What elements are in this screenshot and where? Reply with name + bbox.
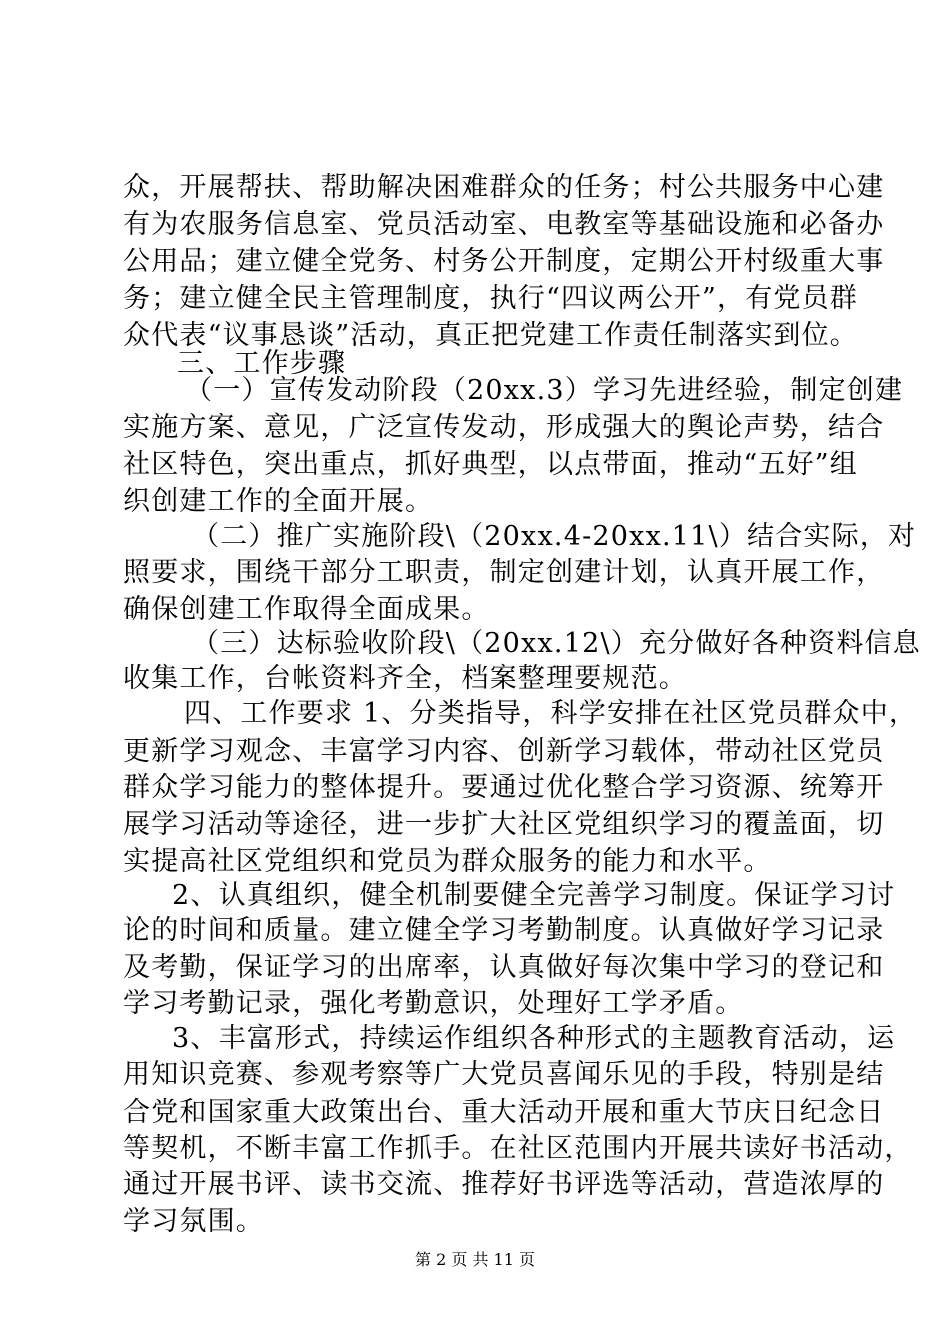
body-line-21: 2、认真组织，健全机制要健全完善学习制度。保证学习讨 <box>172 880 896 911</box>
body-line-18: 群众学习能力的整体提升。要通过优化整合学习资源、统筹开 <box>123 772 885 803</box>
body-line-24: 学习考勤记录，强化考勤意识，处理好工学矛盾。 <box>123 988 744 1019</box>
body-line-30: 学习氛围。 <box>123 1206 264 1237</box>
body-line-23: 及考勤，保证学习的出席率，认真做好每次集中学习的登记和 <box>123 952 885 983</box>
body-line-26: 用知识竞赛、参观考察等广大党员喜闻乐见的手段，特别是结 <box>123 1059 885 1090</box>
body-line-7: （一）宣传发动阶段（20xx.3）学习先进经验，制定创建 <box>185 375 904 406</box>
body-line-20: 实提高社区党组织和党员为群众服务的能力和水平。 <box>123 846 772 877</box>
body-line-9: 社区特色，突出重点，抓好典型，以点带面，推动“五好”组 <box>123 449 859 480</box>
section-heading-requirements: 四、工作要求 1、分类指导，科学安排在社区党员群众中， <box>184 698 918 729</box>
body-line-22: 论的时间和质量。建立健全学习考勤制度。认真做好学习记录 <box>123 915 885 946</box>
body-line-3: 公用品；建立健全党务、村务公开制度，定期公开村级重大事 <box>123 246 885 277</box>
page-footer: 第 2 页 共 11 页 <box>415 1250 535 1269</box>
body-line-17: 更新学习观念、丰富学习内容、创新学习载体，带动社区党员 <box>123 736 885 767</box>
body-line-14: （三）达标验收阶段\（20xx.12\）充分做好各种资料信息 <box>192 628 921 659</box>
body-line-27: 合党和国家重大政策出台、重大活动开展和重大节庆日纪念日 <box>123 1097 885 1128</box>
body-line-4: 务；建立健全民主管理制度，执行“四议两公开”，有党员群 <box>123 283 859 314</box>
body-line-15: 收集工作，台帐资料齐全，档案整理要规范。 <box>123 663 687 694</box>
body-line-28: 等契机，不断丰富工作抓手。在社区范围内开展共读好书活动， <box>123 1133 913 1164</box>
section-heading-steps: 三、工作步骤 <box>177 348 347 379</box>
body-line-25: 3、丰富形式，持续运作组织各种形式的主题教育活动，运 <box>172 1023 896 1054</box>
body-line-1: 众，开展帮扶、帮助解决困难群众的任务；村公共服务中心建 <box>123 172 885 203</box>
body-line-5: 众代表“议事恳谈”活动，真正把党建工作责任制落实到位。 <box>123 320 859 351</box>
body-line-2: 有为农服务信息室、党员活动室、电教室等基础设施和必备办 <box>123 209 885 240</box>
body-line-8: 实施方案、意见，广泛宣传发动，形成强大的舆论声势，结合 <box>123 412 885 443</box>
body-line-10: 织创建工作的全面开展。 <box>123 486 434 517</box>
body-line-29: 通过开展书评、读书交流、推荐好书评选等活动，营造浓厚的 <box>123 1169 885 1200</box>
body-line-12: 照要求，围绕干部分工职责，制定创建计划，认真开展工作， <box>123 557 885 588</box>
body-line-11: （二）推广实施阶段\（20xx.4-20xx.11\）结合实际，对 <box>192 521 917 552</box>
body-line-19: 展学习活动等途径，进一步扩大社区党组织学习的覆盖面，切 <box>123 809 885 840</box>
body-line-13: 确保创建工作取得全面成果。 <box>123 594 490 625</box>
